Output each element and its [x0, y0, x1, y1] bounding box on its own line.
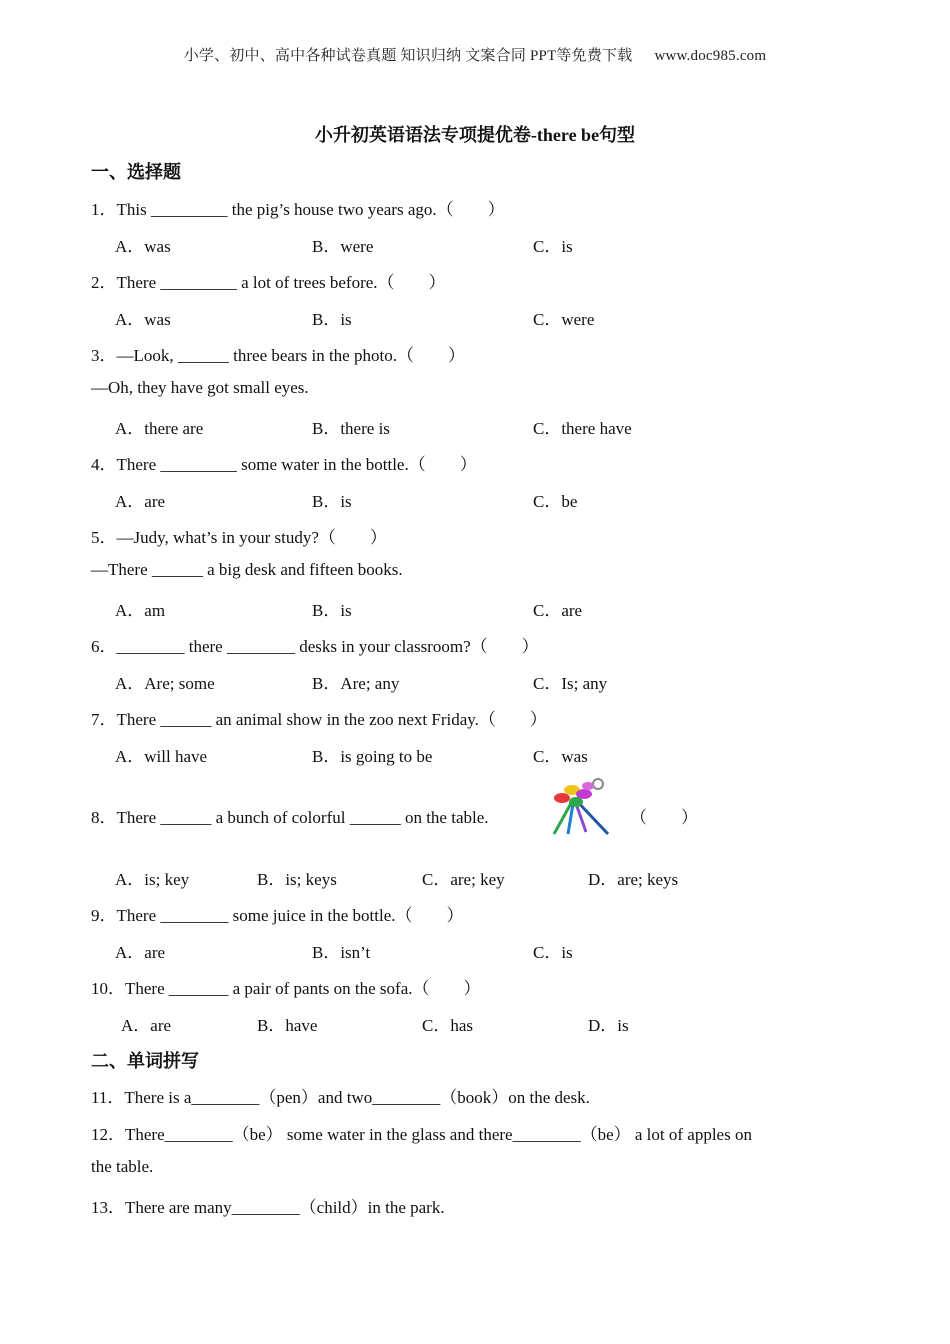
option-10c: C．has [422, 1016, 473, 1035]
option-5a: A．am [115, 601, 166, 620]
option-9a: A．are [115, 943, 166, 962]
option-2b: B．is [312, 310, 352, 329]
section-heading-choice: 一、选择题 [91, 162, 181, 182]
option-5b: B．is [312, 601, 352, 620]
header-site: www.doc985.com [654, 48, 767, 64]
option-3b: B．there is [312, 419, 390, 438]
spelling-12-cont: the table. [91, 1157, 154, 1176]
option-6b: B．Are; any [312, 674, 400, 693]
option-2c: C．were [533, 310, 595, 329]
question-5-reply: —There ______ a big desk and fifteen books. [91, 560, 403, 579]
question-4: 4．There _________ some water in the bottle.（ ） [91, 455, 477, 474]
option-4b: B．is [312, 492, 352, 511]
keys-illustration [542, 776, 614, 836]
option-1c: C．is [533, 237, 573, 256]
option-8d: D．are; keys [588, 870, 679, 889]
option-8a: A．is; key [115, 870, 190, 889]
option-4a: A．are [115, 492, 166, 511]
question-3: 3．—Look, ______ three bears in the photo.（ ） [91, 346, 465, 365]
page-header [0, 44, 950, 65]
spelling-12: 12．There________（be） some water in the glass and there________（be） a lot of apples on [91, 1125, 752, 1144]
question-8: 8．There ______ a bunch of colorful ______ on the table. [91, 808, 489, 827]
option-5c: C．are [533, 601, 583, 620]
option-4c: C．be [533, 492, 578, 511]
question-3-reply: —Oh, they have got small eyes. [91, 378, 309, 397]
option-10d: D．is [588, 1016, 629, 1035]
option-9c: C．is [533, 943, 573, 962]
question-7: 7．There ______ an animal show in the zoo next Friday.（ ） [91, 710, 547, 729]
option-9b: B．isn’t [312, 943, 371, 962]
spelling-13: 13．There are many________（child）in the park. [91, 1198, 445, 1217]
option-8b: B．is; keys [257, 870, 337, 889]
question-1: 1．This _________ the pig’s house two years ago.（ ） [91, 200, 505, 219]
option-3a: A．there are [115, 419, 204, 438]
option-1a: A．was [115, 237, 171, 256]
option-8c: C．are; key [422, 870, 505, 889]
spelling-11: 11．There is a________（pen）and two________（book）on the desk. [91, 1088, 590, 1107]
question-8-paren: （ ） [630, 808, 698, 827]
option-1b: B．were [312, 237, 374, 256]
page-title: 小升初英语语法专项提优卷-there be句型 [314, 125, 636, 145]
option-10a: A．are [121, 1016, 172, 1035]
section-heading-spelling: 二、单词拼写 [91, 1051, 199, 1071]
option-7c: C．was [533, 747, 588, 766]
option-7b: B．is going to be [312, 747, 433, 766]
question-9: 9．There ________ some juice in the bottle.（ ） [91, 906, 464, 925]
option-2a: A．was [115, 310, 171, 329]
option-10b: B．have [257, 1016, 318, 1035]
question-10: 10．There _______ a pair of pants on the sofa.（ ） [91, 979, 481, 998]
question-6: 6．________ there ________ desks in your classroom?（ ） [91, 637, 539, 656]
option-7a: A．will have [115, 747, 208, 766]
option-6a: A．Are; some [115, 674, 215, 693]
question-5: 5．—Judy, what’s in your study?（ ） [91, 528, 387, 547]
header-text: 小学、初中、高中各种试卷真题 知识归纳 文案合同 PPT等免费下载 [183, 48, 633, 64]
option-6c: C．Is; any [533, 674, 608, 693]
option-3c: C．there have [533, 419, 632, 438]
question-2: 2．There _________ a lot of trees before.（ ） [91, 273, 446, 292]
